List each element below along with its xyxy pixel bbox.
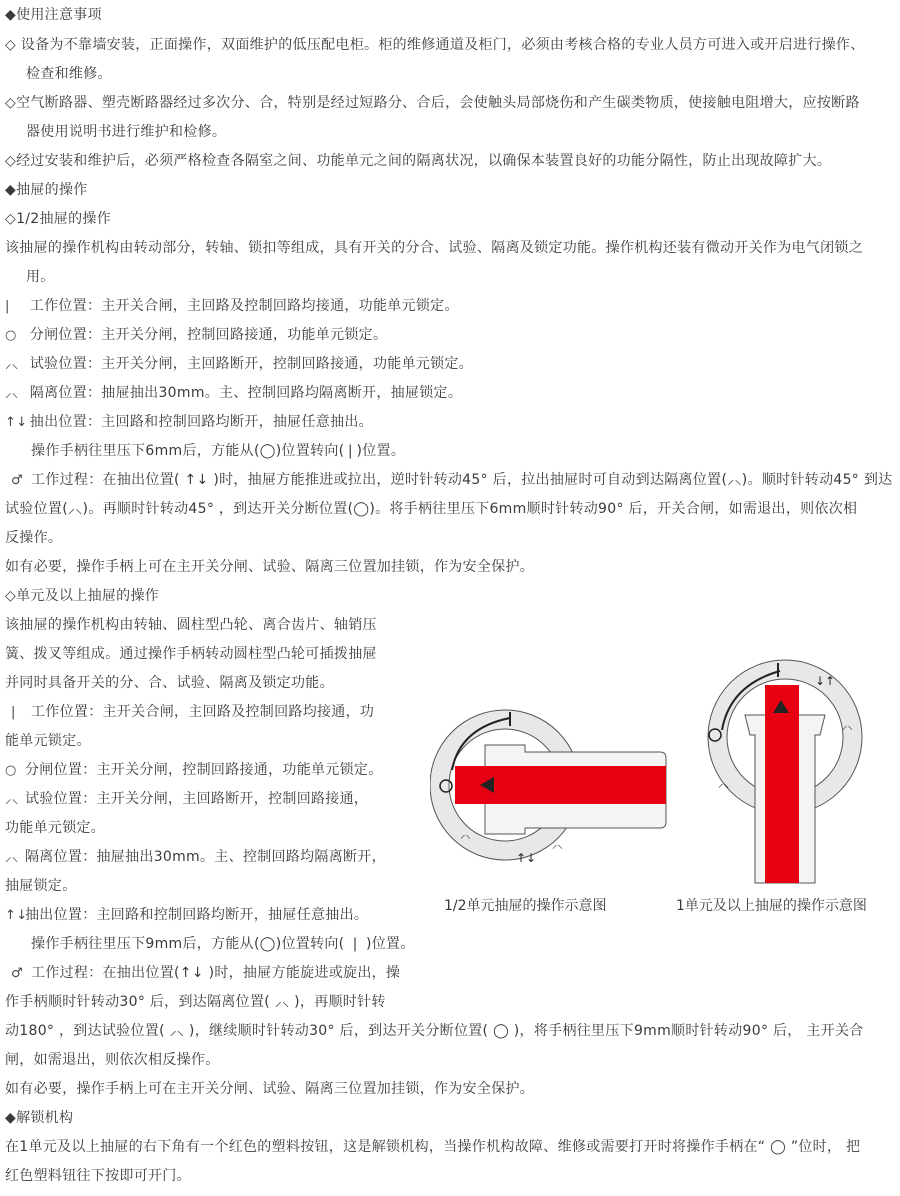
full-pos-test: ⸝⸜ 试验位置：主开关分闸，主回路断开，控制回路接通， [5, 789, 368, 810]
svg-text:⸝⸜: ⸝⸜ [718, 777, 729, 790]
full-pos-isolate: ⸝⸜ 隔离位置：抽屉抽出30mm。主、控制回路均隔离断开， [5, 847, 386, 868]
full-intro-1: 该抽屉的操作机构由转轴、圆柱型凸轮、离合齿片、轴销压 [5, 617, 377, 633]
heading-full-drawer: ◇单元及以上抽屉的操作 [5, 588, 160, 604]
note-1: ◇ 设备为不靠墙安装，正面操作，双面维护的低压配电柜。柜的维修通道及柜门，必须由考核合格的专业人员方可进入或开启进行操作、 [5, 37, 865, 53]
half-pos-isolate: ⸝⸜ 隔离位置：抽屉抽出30mm。主、控制回路均隔离断开，抽屉锁定。 [5, 383, 462, 404]
half-intro: 该抽屉的操作机构由转动部分，转轴、锁扣等组成，具有开关的分合、试验、隔离及锁定功能。操作机构还装有微动开关作为电气闭锁之 [5, 240, 863, 256]
half-pos-work: | 工作位置：主开关合闸，主回路及控制回路均接通，功能单元锁定。 [5, 296, 459, 317]
heading-drawer-ops: ◆抽屉的操作 [5, 182, 88, 198]
half-pos-open: ○ 分闸位置：主开关分闸，控制回路接通，功能单元锁定。 [5, 325, 387, 346]
half-press-note: 操作手柄往里压下6mm后，方能从(◯)位置转向(❘)位置。 [31, 443, 406, 459]
half-pos-draw: ↑↓ 抽出位置：主回路和控制回路均断开，抽屉任意抽出。 [5, 412, 373, 433]
process-icon: ♂ [11, 473, 23, 488]
note-1-cont: 检查和维修。 [26, 66, 112, 82]
note-3: ◇经过安装和维护后，必须严格检查各隔室之间、功能单元之间的隔离状况，以确保本装置良好的功能分隔性，防止出现故障扩大。 [5, 153, 832, 169]
svg-text:↓↑: ↓↑ [815, 674, 836, 688]
open-position-icon: ○ [5, 328, 17, 343]
work-position-icon: | [11, 705, 16, 720]
work-position-icon: | [5, 299, 10, 314]
half-process-end: 反操作。 [5, 530, 63, 546]
draw-out-position-icon: ↑↓ [5, 415, 28, 430]
full-intro-2: 簧、拨叉等组成。通过操作手柄转动圆柱型凸轮可插拨抽屉 [5, 646, 377, 662]
full-pos-isolate-cont: 抽屉锁定。 [5, 878, 77, 894]
half-intro-cont: 用。 [26, 269, 55, 285]
full-drawer-diagram [700, 655, 880, 887]
full-pos-test-cont: 功能单元锁定。 [5, 820, 106, 836]
note-2-cont: 器使用说明书进行维护和检修。 [26, 124, 227, 140]
svg-text:⸝⸜: ⸝⸜ [842, 719, 853, 732]
svg-text:⸝⸜: ⸝⸜ [460, 828, 471, 841]
full-pos-open: ○ 分闸位置：主开关分闸，控制回路接通，功能单元锁定。 [5, 760, 383, 781]
full-lock-note: 如有必要，操作手柄上可在主开关分闸、试验、隔离三位置加挂锁，作为安全保护。 [5, 1081, 535, 1097]
full-press-note: 操作手柄往里压下9mm后，方能从(◯)位置转向( ❘ )位置。 [31, 936, 415, 952]
half-pos-test: ⸝⸜ 试验位置：主开关分闸，主回路断开，控制回路接通，功能单元锁定。 [5, 354, 473, 375]
half-drawer-caption: 1/2单元抽屉的操作示意图 [444, 898, 607, 914]
unlock-text-cont: 红色塑料钮往下按即可开门。 [5, 1168, 191, 1184]
full-pos-work-cont: 能单元锁定。 [5, 733, 91, 749]
heading-usage-notes: ◆使用注意事项 [5, 7, 102, 23]
full-process-4: 闸，如需退出，则依次相反操作。 [5, 1052, 220, 1068]
half-drawer-handle-illustration [430, 700, 670, 870]
draw-out-position-icon: ↑↓ [5, 908, 28, 923]
half-process: ♂ 工作过程：在抽出位置( ↑↓ )时，抽屉方能推进或拉出，逆时针转动45° 后，拉出抽屉时可自动到达隔离位置(⸝⸜)。顺时针转动45° 到达 [5, 470, 892, 491]
full-process-3: 动180° ，到达试验位置( ⸝⸜ )，继续顺时针转动30° 后，到达开关分断位置( ◯ )，将手柄往里压下9mm顺时针转动90° 后， 主开关合 [5, 1023, 864, 1039]
isolate-position-icon: ⸝⸜ [5, 850, 19, 865]
full-pos-draw: ↑↓抽出位置：主回路和控制回路均断开，抽屉任意抽出。 [5, 905, 368, 926]
svg-text:⸝⸜: ⸝⸜ [552, 838, 563, 851]
open-position-icon: ○ [5, 763, 17, 778]
test-position-icon: ⸝⸜ [5, 792, 19, 807]
full-intro-3: 并同时具备开关的分、合、试验、隔离及锁定功能。 [5, 675, 334, 691]
half-lock-note: 如有必要，操作手柄上可在主开关分闸、试验、隔离三位置加挂锁，作为安全保护。 [5, 559, 535, 575]
half-process-cont: 试验位置(⸝⸜)。再顺时针转动45° ，到达开关分断位置(◯)。将手柄往里压下6mm顺时针转动90° 后，开关合闸，如需退出，则依次相 [5, 501, 858, 517]
process-icon: ♂ [11, 966, 23, 981]
full-process-1: ♂ 工作过程：在抽出位置(↑↓ )时，抽屉方能旋进或旋出，操 [5, 963, 400, 984]
full-pos-work: | 工作位置：主开关合闸，主回路及控制回路均接通，功 [5, 702, 374, 723]
full-drawer-caption: 1单元及以上抽屉的操作示意图 [676, 898, 867, 914]
svg-text:↑↓: ↑↓ [516, 851, 537, 865]
unlock-text: 在1单元及以上抽屉的右下角有一个红色的塑料按钮，这是解锁机构，当操作机构故障、维修或需要打开时将操作手柄在“ ◯ ”位时， 把 [5, 1139, 861, 1155]
heading-half-drawer: ◇1/2抽屉的操作 [5, 211, 111, 227]
note-2: ◇空气断路器、塑壳断路器经过多次分、合，特别是经过短路分、合后，会使触头局部烧伤和产生碳类物质，使接触电阻增大，应按断路 [5, 95, 860, 111]
full-drawer-handle-illustration [700, 655, 880, 887]
full-process-2: 作手柄顺时针转动30° 后，到达隔离位置( ⸝⸜ )，再顺时针转 [5, 994, 386, 1010]
half-drawer-diagram [430, 700, 670, 870]
heading-unlock: ◆解锁机构 [5, 1110, 74, 1126]
isolate-position-icon: ⸝⸜ [5, 386, 19, 401]
test-position-icon: ⸝⸜ [5, 357, 19, 372]
